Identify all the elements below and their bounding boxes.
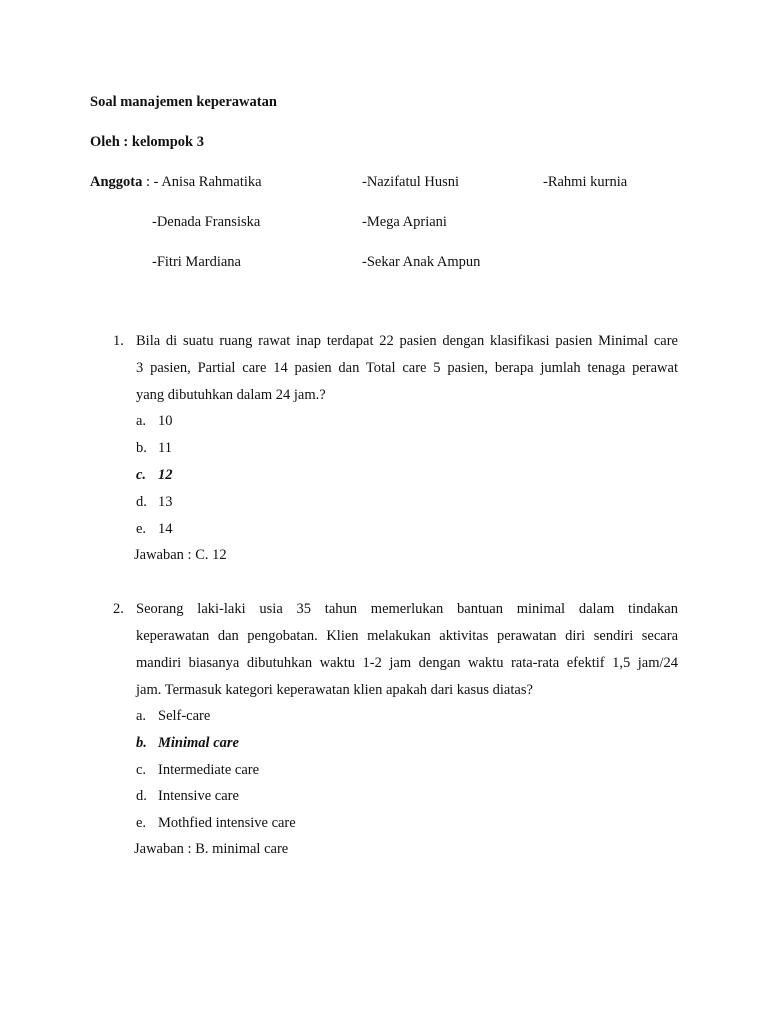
option-letter: e.: [136, 815, 147, 831]
question-text-line: yang dibutuhkan dalam 24 jam.?: [136, 387, 326, 403]
group-label: Oleh : kelompok 3: [90, 134, 204, 150]
option-letter-correct: b.: [136, 735, 147, 751]
document-title: Soal manajemen keperawatan: [90, 94, 277, 110]
option-text: Intensive care: [158, 788, 239, 804]
option-letter: a.: [136, 708, 147, 724]
question-text-line: 3 pasien, Partial care 14 pasien dan Total care 5 pasien, berapa jumlah tenaga perawat: [136, 360, 678, 376]
option-text: Self-care: [158, 708, 211, 724]
option-text-correct: Minimal care: [158, 735, 239, 751]
option-text: 10: [158, 413, 173, 429]
option-text: 11: [158, 440, 172, 456]
question-text-line: keperawatan dan pengobatan. Klien melakukan aktivitas perawatan diri sendiri secara: [136, 628, 678, 644]
members-separator: : -: [142, 174, 162, 190]
question-text-line: jam. Termasuk kategori keperawatan klien apakah dari kasus diatas?: [136, 682, 533, 698]
option-text-correct: 12: [158, 467, 173, 483]
option-letter: a.: [136, 413, 147, 429]
option-text: 14: [158, 521, 173, 537]
member-name: -Fitri Mardiana: [152, 254, 241, 270]
question-text-line: Bila di suatu ruang rawat inap terdapat 22 pasien dengan klasifikasi pasien Minimal care: [136, 333, 678, 349]
option-text: Intermediate care: [158, 762, 260, 778]
option-letter: b.: [136, 440, 147, 456]
member-name: -Rahmi kurnia: [543, 174, 628, 190]
members-label: Anggota: [90, 174, 143, 190]
question-number: 1.: [113, 333, 124, 349]
question-text-line: mandiri biasanya dibutuhkan waktu 1-2 jam dengan waktu rata-rata efektif 1,5 jam/24: [136, 655, 678, 671]
option-text: 13: [158, 494, 173, 510]
member-name: Anisa Rahmatika: [161, 174, 262, 190]
question-text-line: Seorang laki-laki usia 35 tahun memerlukan bantuan minimal dalam tindakan: [136, 601, 678, 617]
option-letter: d.: [136, 788, 147, 804]
members-line-1: [90, 173, 262, 191]
option-letter: e.: [136, 521, 147, 537]
option-text: Mothfied intensive care: [158, 815, 296, 831]
option-letter: d.: [136, 494, 147, 510]
member-name: -Nazifatul Husni: [362, 174, 460, 190]
option-letter-correct: c.: [136, 467, 147, 483]
member-name: -Denada Fransiska: [152, 214, 261, 230]
answer-line: Jawaban : B. minimal care: [134, 841, 289, 857]
question-number: 2.: [113, 601, 124, 617]
member-name: -Mega Apriani: [362, 214, 447, 230]
option-letter: c.: [136, 762, 147, 778]
answer-line: Jawaban : C. 12: [134, 547, 227, 563]
member-name: -Sekar Anak Ampun: [362, 254, 481, 270]
